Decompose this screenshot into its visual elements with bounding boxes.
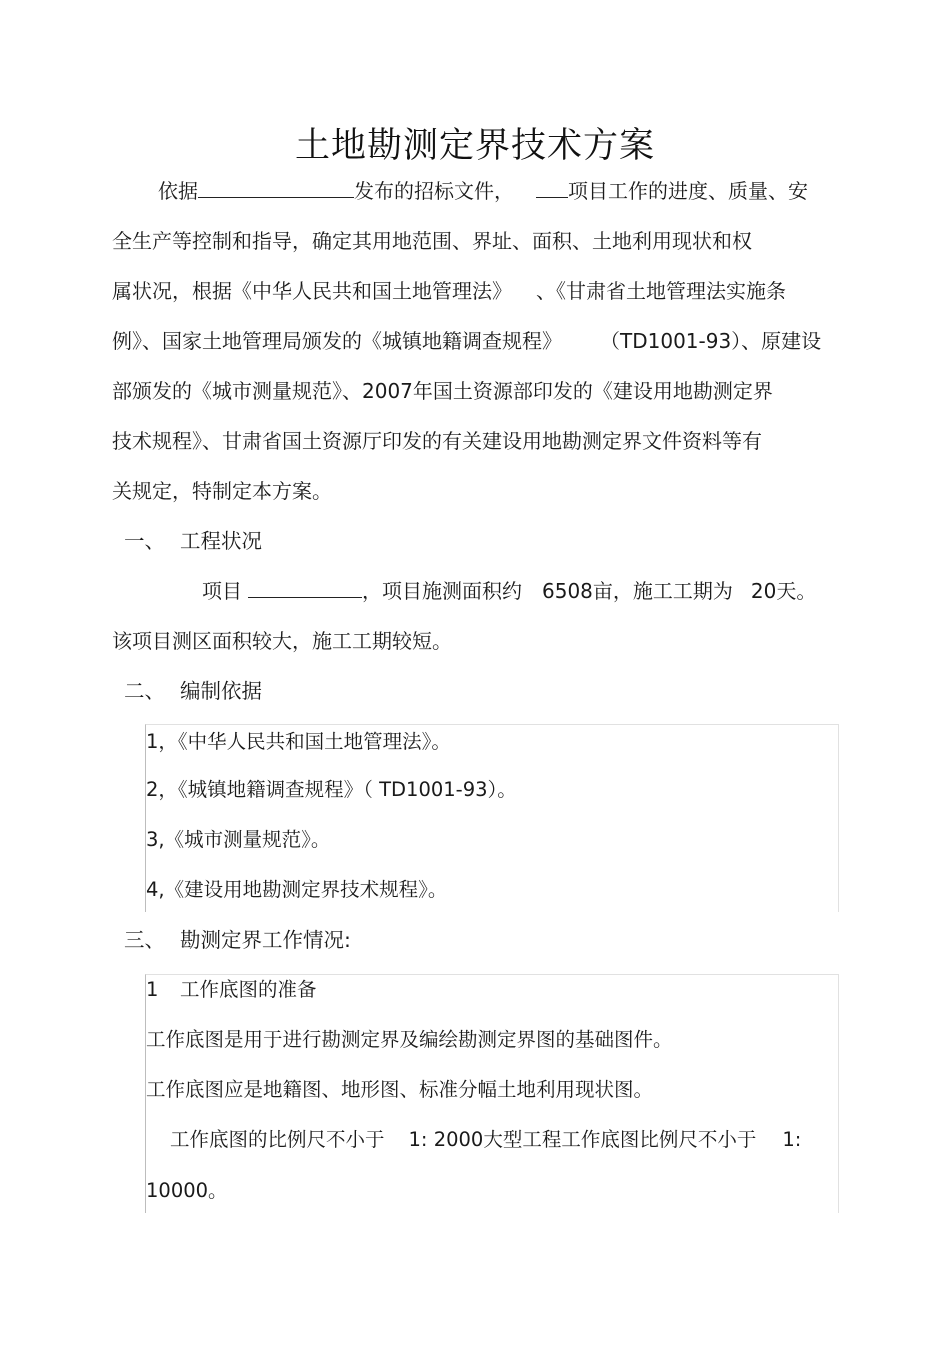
section-title: 工程状况: [180, 529, 262, 553]
intro-text: 依据: [158, 179, 198, 203]
intro-text: （TD1001-93）、原建设: [600, 329, 822, 353]
intro-text: 项目工作的进度、质量、安: [568, 179, 808, 203]
basis-item: 1，《中华人民共和国土地管理法》。: [146, 730, 451, 753]
intro-line-6: 技术规程》、甘肃省国土资源厅印发的有关建设用地勘测定界文件资料等有: [112, 429, 762, 453]
section-1-para-1: [202, 578, 816, 604]
intro-text: 、《甘肃省土地管理法实施条: [536, 279, 786, 303]
work-map-scale-line: [170, 1127, 801, 1153]
subsection-number: 1: [146, 978, 159, 1001]
subsection-heading: [146, 977, 317, 1003]
intro-line-4: [112, 328, 821, 354]
section-number: 二、: [124, 679, 165, 703]
intro-text: 例》、国家土地管理局颁发的《城镇地籍调查规程》: [112, 329, 562, 353]
intro-line-2: 全生产等控制和指导，确定其用地范围、界址、面积、土地利用现状和权: [112, 229, 752, 253]
blank-project-name: [248, 578, 362, 598]
para-text: ，项目施测面积约: [362, 579, 522, 603]
days-value: 20: [750, 579, 777, 603]
work-map-line: 工作底图应是地籍图、地形图、标准分幅土地利用现状图。: [146, 1078, 654, 1101]
subsection-title: 工作底图的准备: [180, 978, 317, 1001]
basis-item: 4,《建设用地勘测定界技术规程》。: [146, 878, 448, 901]
para-text: 项目: [202, 579, 242, 603]
section-number: 一、: [124, 529, 165, 553]
document-title: 土地勘测定界技术方案: [294, 126, 655, 166]
section-1-heading: [124, 528, 262, 554]
section-3-heading: [124, 927, 351, 953]
work-map-line: 工作底图是用于进行勘测定界及编绘勘测定界图的基础图件。: [146, 1028, 673, 1051]
section-2-heading: [124, 678, 262, 704]
intro-text: 属状况，根据《中华人民共和国土地管理法》: [112, 279, 512, 303]
blank-project: [536, 178, 568, 198]
section-1-para-2: 该项目测区面积较大，施工工期较短。: [112, 629, 452, 653]
intro-text: 发布的招标文件，: [354, 179, 514, 203]
intro-line-1: [158, 178, 808, 204]
section-number: 三、: [124, 928, 165, 952]
section-title: 编制依据: [180, 679, 262, 703]
basis-item: 2，《城镇地籍调查规程》（ TD1001-93）。: [146, 778, 517, 801]
para-text: 1: 2000大型工程工作底图比例尺不小于: [408, 1128, 757, 1151]
para-text: 天。: [776, 579, 817, 603]
intro-line-3: [112, 278, 786, 304]
para-text: 1:: [782, 1128, 802, 1151]
intro-line-7: 关规定，特制定本方案。: [112, 479, 332, 503]
blank-publisher: [198, 178, 354, 198]
work-map-scale-line-2: 10000。: [146, 1179, 228, 1202]
section-title: 勘测定界工作情况:: [180, 928, 351, 952]
intro-line-5: 部颁发的《城市测量规范》、2007年国土资源部印发的《建设用地勘测定界: [112, 379, 773, 403]
area-value: 6508: [542, 579, 593, 603]
basis-item: 3,《城市测量规范》。: [146, 828, 331, 851]
para-text: 工作底图的比例尺不小于: [170, 1128, 385, 1151]
para-text: 亩，施工工期为: [592, 579, 733, 603]
